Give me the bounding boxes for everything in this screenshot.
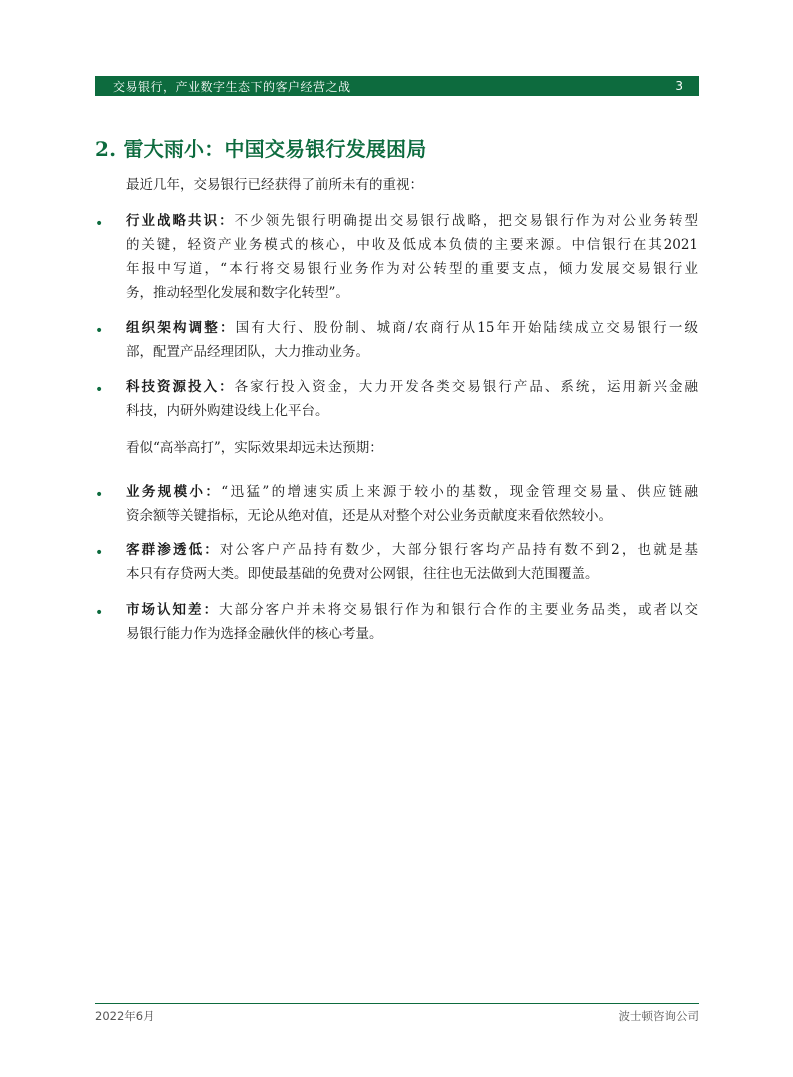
- bullet-line: 本只有存贷两大类。即使最基础的免费对公网银，往往也无法做到大范围覆盖。: [126, 566, 599, 582]
- bullet-text: [126, 316, 698, 364]
- bullet-text: [126, 538, 698, 586]
- intro-paragraph-2: 看似“高举高打”，实际效果却远未达预期：: [126, 440, 383, 456]
- bullet-line: “迅猛”的增速实质上来源于较小的基数，现金管理交易量、供应链融: [221, 484, 698, 500]
- bullet-icon: •: [95, 605, 104, 621]
- bullet-text: [126, 598, 698, 646]
- bullet-line: 年报中写道，“本行将交易银行业务作为对公转型的重要支点，倾力发展交易银行业: [126, 261, 698, 277]
- bullet-label: 组织架构调整：: [126, 320, 236, 336]
- bullet-label: 行业战略共识：: [126, 213, 235, 229]
- bullet-line: 对公客户产品持有数少，大部分银行客均产品持有数不到2，也就是基: [219, 542, 698, 558]
- bullet-text: [126, 480, 698, 528]
- bullet-text: [126, 375, 698, 423]
- bullet-label: 客群渗透低：: [126, 542, 220, 558]
- running-header-title: 交易银行，产业数字生态下的客户经营之战: [113, 79, 351, 94]
- bullet-text: [126, 209, 698, 305]
- bullet-icon: •: [95, 382, 104, 398]
- running-header-bar: [95, 76, 699, 96]
- bullet-line: 务，推动轻型化发展和数字化转型”。: [126, 285, 349, 301]
- bullet-line: 不少领先银行明确提出交易银行战略，把交易银行作为对公业务转型: [234, 213, 699, 229]
- page-number: 3: [675, 79, 683, 93]
- bullet-icon: •: [95, 545, 104, 561]
- bullet-line: 大部分客户并未将交易银行作为和银行合作的主要业务品类，或者以交: [219, 602, 699, 618]
- bullet-line: 各家行投入资金，大力开发各类交易银行产品、系统，运用新兴金融: [234, 379, 699, 395]
- bullet-icon: •: [95, 323, 104, 339]
- bullet-icon: •: [95, 487, 104, 503]
- bullet-line: 易银行能力作为选择金融伙伴的核心考量。: [126, 626, 383, 642]
- bullet-line: 资余额等关键指标，无论从绝对值，还是从对整个对公业务贡献度来看依然较小。: [126, 508, 612, 524]
- bullet-line: 部，配置产品经理团队，大力推动业务。: [126, 344, 369, 360]
- footer-divider: [95, 1003, 699, 1004]
- bullet-label: 科技资源投入：: [126, 379, 235, 395]
- bullet-line: 国有大行、股份制、城商/农商行从15年开始陆续成立交易银行一级: [235, 320, 698, 336]
- bullet-icon: •: [95, 216, 104, 232]
- bullet-label: 业务规模小：: [126, 484, 222, 500]
- footer-company: 波士顿咨询公司: [618, 1009, 699, 1023]
- section-title: 2. 雷大雨小：中国交易银行发展困局: [95, 137, 427, 161]
- bullet-line: 科技，内研外购建设线上化平台。: [126, 403, 329, 419]
- footer-date: 2022年6月: [95, 1009, 155, 1023]
- bullet-line: 的关键，轻资产业务模式的核心，中收及低成本负债的主要来源。中信银行在其2021: [126, 237, 698, 253]
- bullet-label: 市场认知差：: [126, 602, 220, 618]
- intro-paragraph-1: 最近几年，交易银行已经获得了前所未有的重视：: [126, 177, 423, 193]
